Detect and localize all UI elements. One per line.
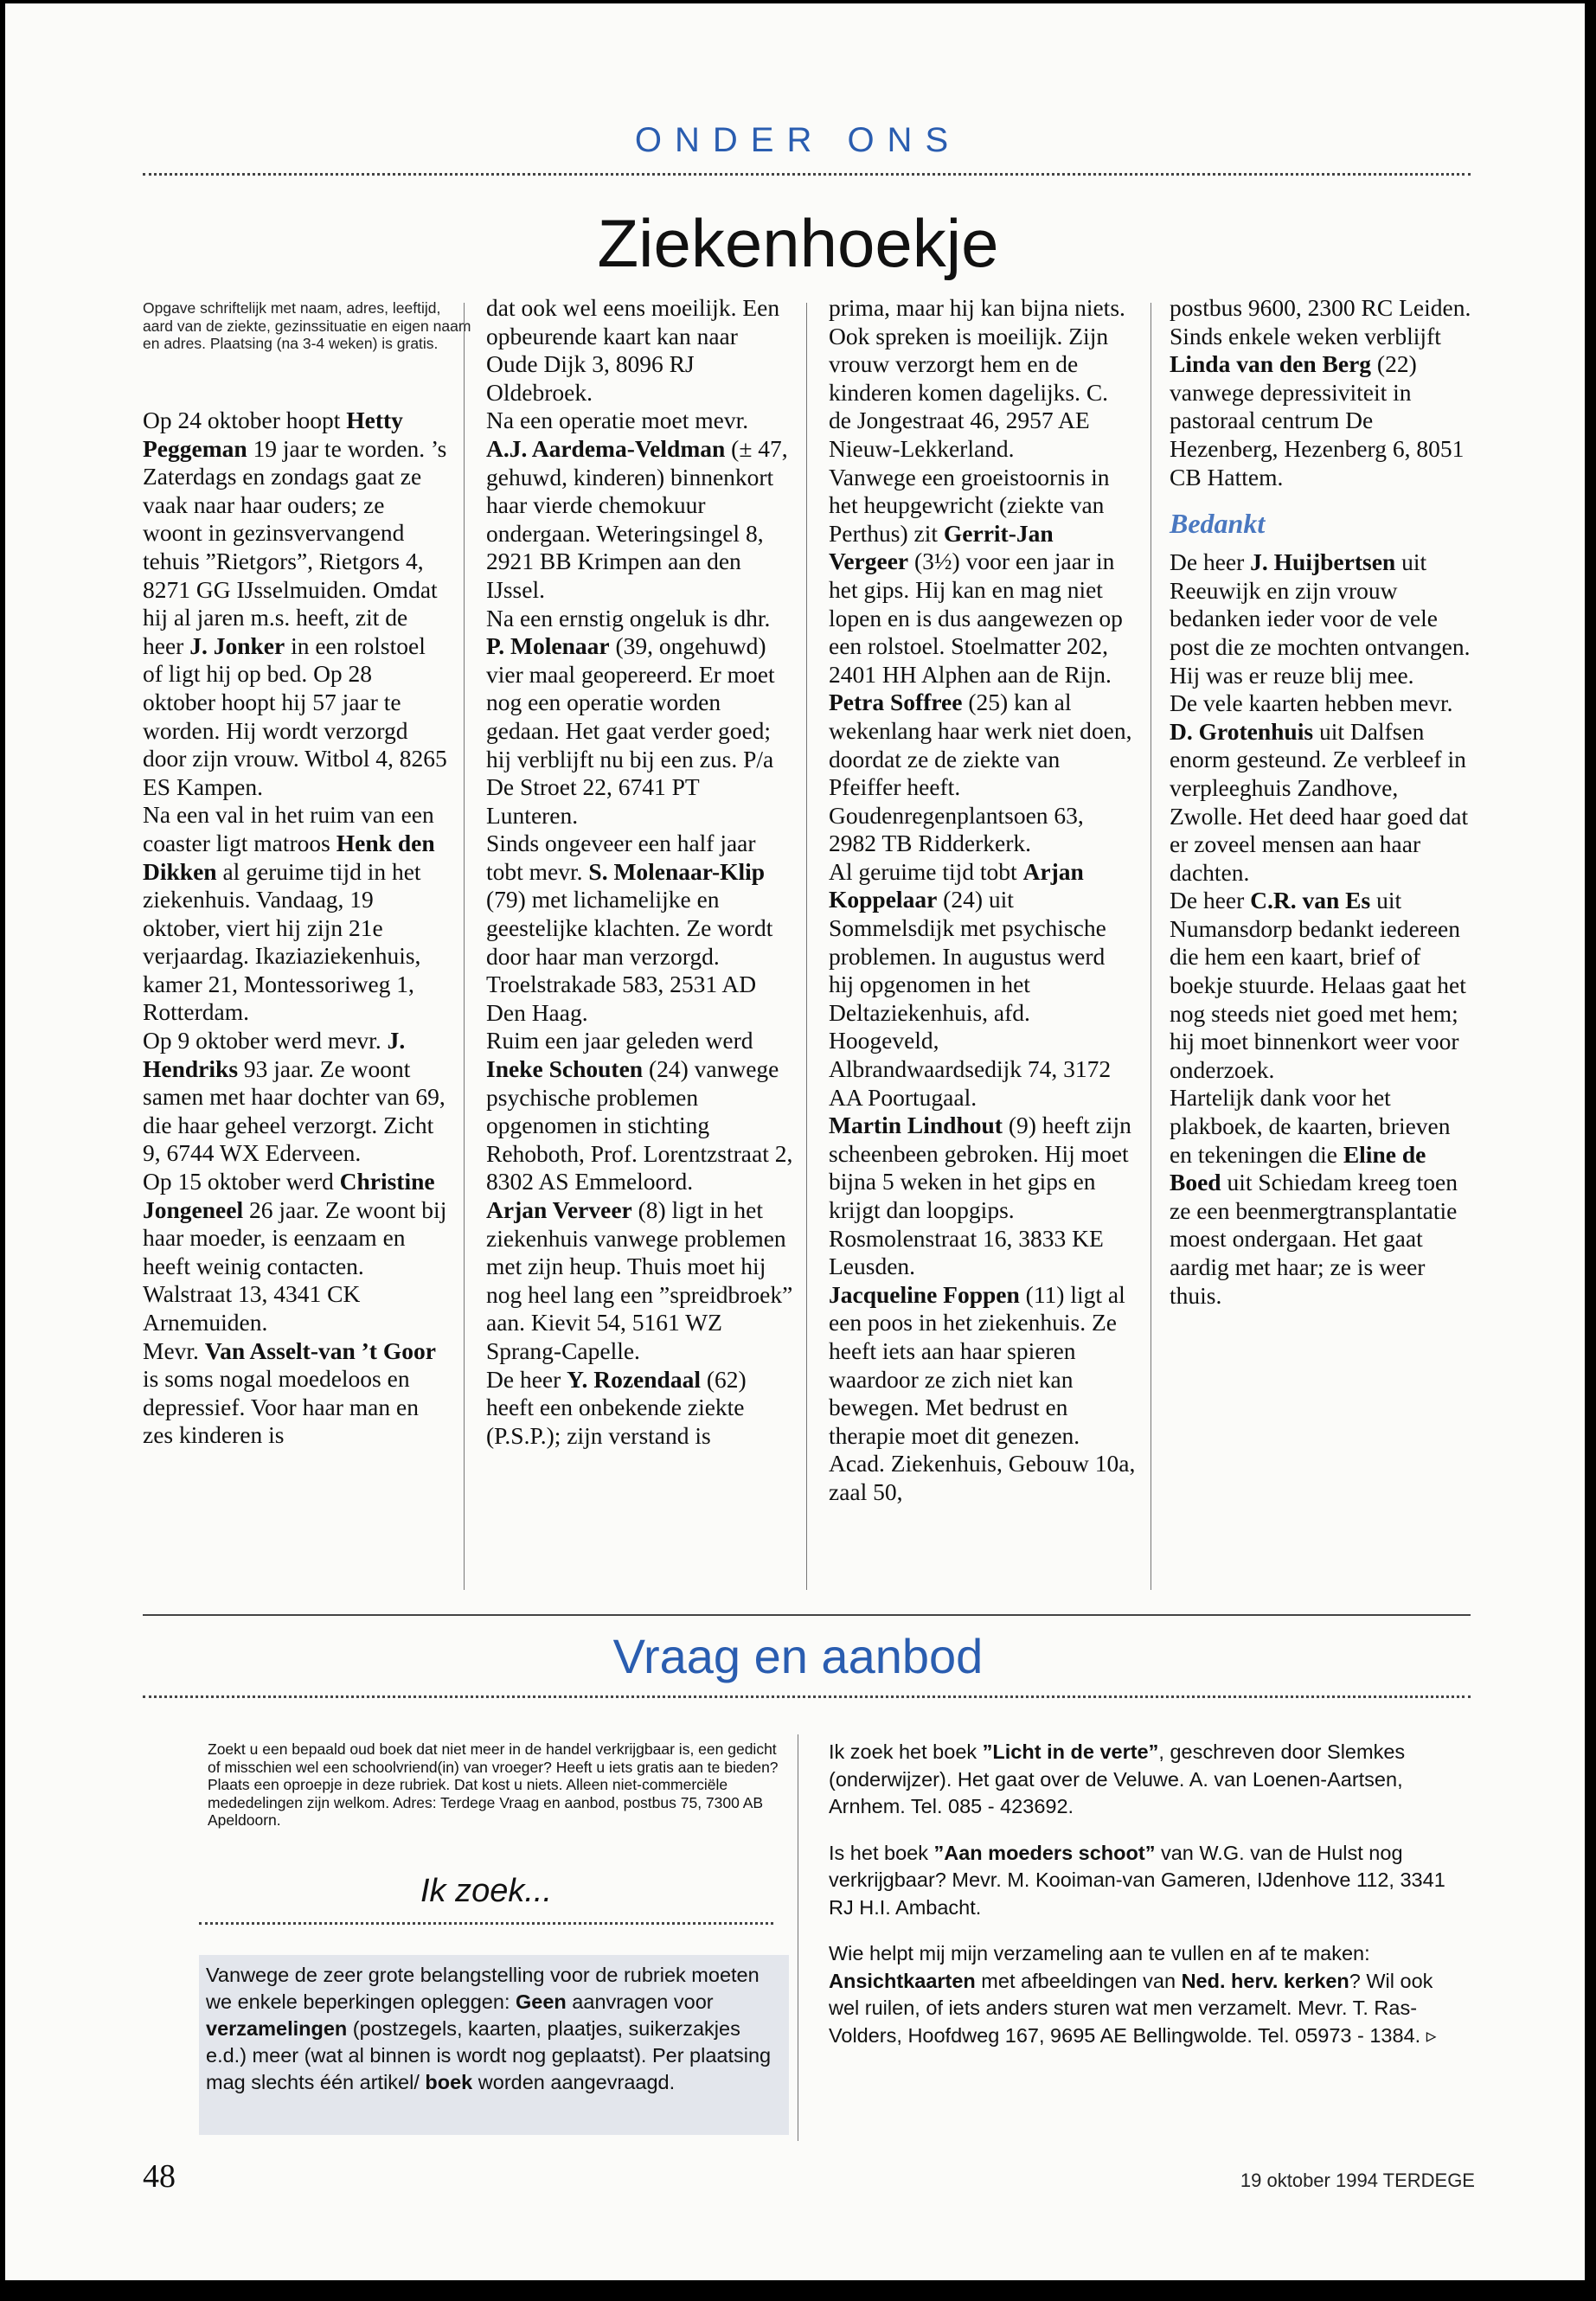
text-run: (62) heeft een onbekende ziekte (P.S.P.); zijn verstand is (486, 1365, 747, 1449)
paragraph (143, 1337, 450, 1450)
bold-name: Henk den Dikken (143, 829, 435, 885)
text-run: De vele kaarten hebben mevr. (1170, 689, 1453, 717)
text-run: , geschreven door Slemkes (onderwijzer). Het gaat over de Veluwe. A. van Loenen-Aartsen, Arnhem. Tel. 085 - 423692. (829, 1740, 1406, 1817)
column-1 (143, 407, 450, 1450)
bold-text: ”Aan moeders schoot” (933, 1841, 1156, 1864)
text-run: ? Wil ook wel ruilen, of iets anders sturen wat men verzamelt. Mevr. T. Ras-Volders, Hoofdweg 167, 9695 AE Bellingwolde. Tel. 05973 - 1384. ▹ (829, 1969, 1437, 2047)
column-divider (464, 303, 465, 1590)
ikzoek-heading: Ik zoek... (420, 1873, 553, 1909)
text-run: uit Numansdorp bedankt iedereen die hem een kaart, brief of boekje stuurde. Helaas gaat het nog steeds niet goed met hem; hij moet binnenkort weer voor onderzoek. (1170, 887, 1466, 1083)
paragraph (486, 830, 793, 1027)
paragraph (486, 1027, 793, 1196)
text-run: in een rolstoel of ligt hij op bed. Op 28 oktober hoopt hij 57 jaar te worden. Hij wordt verzorgd door zijn vrouw. Witbol 4, 8265 ES Kampen. (143, 631, 447, 800)
dotted-rule-top (143, 173, 1471, 176)
text-run: Vanwege een groeistoornis in het heupgewricht (ziekte van Perthus) zit (829, 463, 1110, 547)
solid-rule (143, 1614, 1471, 1616)
bold-name: D. Grotenhuis (1170, 717, 1314, 745)
text-run: 19 jaar te worden. ’s Zaterdags en zondags gaat ze vaak naar haar ouders; ze woont in gezinsvervangend tehuis ”Rietgors”, Rietgors 4, 8271 GG IJsselmuiden. Omdat hij al jaren m.s. heeft, zit de heer (143, 434, 447, 659)
paragraph (486, 294, 793, 407)
ads-column (829, 1739, 1469, 2049)
text-run: is soms nogal moedeloos en depressief. Voor haar man en zes kinderen is (143, 1365, 419, 1449)
bold-name: S. Molenaar-Klip (588, 857, 766, 885)
text-run: Sinds enkele weken verblijft (1170, 322, 1441, 349)
paragraph (829, 858, 1136, 1112)
text-run: De heer (1170, 548, 1251, 576)
text-run: (8) ligt in het ziekenhuis vanwege problemen met zijn heup. Thuis moet hij nog heel lang een ”spreidbroek” aan. Kievit 54, 5161 WZ Sprang-Capelle. (486, 1196, 793, 1364)
bedankt-header: Bedankt (1170, 508, 1266, 540)
text-run: postbus 9600, 2300 RC Leiden. (1170, 294, 1471, 321)
text-run: Vanwege de zeer grote belangstelling voor de rubriek moeten we enkele beperkingen opleggen: (206, 1964, 760, 2013)
notice-text (206, 1962, 777, 2096)
paragraph (829, 1112, 1136, 1281)
bold-name: J. Hendriks (143, 1027, 406, 1082)
page-title: Ziekenhoekje (597, 205, 999, 281)
ad-item (829, 1840, 1469, 1922)
bold-name: Van Asselt-van ’t Goor (204, 1336, 436, 1364)
bold-text: Geen (516, 1990, 567, 2013)
paragraph (1170, 689, 1472, 887)
column-3 (829, 294, 1136, 1507)
text-run: uit Reeuwijk en zijn vrouw bedanken ieder voor de vele post die ze mochten ontvangen. Hij was er reuze blij mee. (1170, 548, 1471, 689)
issue-footer: 19 oktober 1994 TERDEGE (1240, 2170, 1475, 2191)
bold-text: boek (425, 2071, 473, 2093)
bold-name: Christine Jongeneel (143, 1168, 435, 1223)
ad-item (829, 1940, 1469, 2049)
text-run: al geruime tijd in het ziekenhuis. Vandaag, 19 oktober, viert hij zijn 21e verjaardag. Ikaziaziekenhuis, kamer 21, Montessoriweg 1, Rotterdam. (143, 857, 421, 1026)
text-run: Al geruime tijd tobt (829, 857, 1023, 885)
paragraph (1170, 323, 1472, 492)
paragraph (143, 801, 450, 1027)
text-run: 26 jaar. Ze woont bij haar moeder, is eenzaam en heeft weinig contacten. Walstraat 13, 4341 CK Arnemuiden. (143, 1195, 447, 1336)
bold-name: Arjan Verveer (486, 1196, 632, 1223)
bold-name: Petra Soffree (829, 689, 963, 716)
paragraph (486, 605, 793, 830)
paragraph (486, 1366, 793, 1451)
bold-name: Jacqueline Foppen (829, 1280, 1020, 1308)
text-run: Na een operatie moet mevr. (486, 407, 749, 434)
text-run: prima, maar hij kan bijna niets. Ook spreken is moeilijk. Zijn vrouw verzorgt hem en de kinderen komen dagelijks. C. de Jongestraat 46, 2957 AE Nieuw-Lekkerland. (829, 294, 1125, 462)
text-run: uit Dalfsen enorm gesteund. Ze verbleef in verpleeghuis Zandhove, Zwolle. Het deed haar goed dat er zoveel mensen aan haar dachten. (1170, 717, 1469, 886)
text-run: dat ook wel eens moeilijk. Een opbeurende kaart kan naar Oude Dijk 3, 8096 RJ Oldebroek. (486, 294, 780, 406)
bold-name: J. Jonker (189, 631, 285, 659)
column-4-top (1170, 294, 1472, 491)
bold-name: Y. Rozendaal (567, 1365, 701, 1393)
text-run: (11) ligt al een poos in het ziekenhuis. Ze heeft iets aan haar spieren waardoor ze zich niet kan bewegen. Met bedrust en therapie moet dit genezen. Acad. Ziekenhuis, Gebouw 10a, zaal 50, (829, 1280, 1136, 1505)
text-run: Is het boek (829, 1841, 934, 1864)
text-run: aanvragen voor (566, 1990, 714, 2013)
text-run: (39, ongehuwd) vier maal geopereerd. Er moet nog een operatie worden gedaan. Het gaat verder goed; hij verblijft nu bij een zus. P/a De Stroet 22, 6741 PT Lunteren. (486, 632, 775, 829)
bold-text: Ansichtkaarten (829, 1969, 976, 1992)
dotted-rule-vraag (143, 1695, 1471, 1698)
text-run: Op 24 oktober hoopt (143, 407, 347, 433)
intro-note: Opgave schriftelijk met naam, adres, leeftijd, aard van de ziekte, gezinssituatie en eigen naam en adres. Plaatsing (na 3-4 weken) is gratis. (143, 299, 471, 353)
text-run: Ruim een jaar geleden werd (486, 1027, 753, 1054)
paragraph (1170, 887, 1472, 1084)
text-run: (22) vanwege depressiviteit in pastoraal centrum De Hezenberg, Hezenberg 6, 8051 CB Hattem. (1170, 350, 1465, 490)
paragraph (486, 407, 793, 604)
bold-text: Ned. herv. kerken (1181, 1969, 1349, 1992)
paragraph (829, 464, 1136, 689)
page-number: 48 (143, 2158, 176, 2195)
paragraph (143, 1027, 450, 1168)
text-run: (9) heeft zijn scheenbeen gebroken. Hij moet bijna 5 weken in het gips en krijgt dan loopgips. Rosmolenstraat 16, 3833 KE Leusden. (829, 1112, 1131, 1280)
text-run: (25) kan al wekenlang haar werk niet doen, doordat ze de ziekte van Pfeiffer heeft. Goudenregenplantsoen 63, 2982 TB Ridderkerk. (829, 689, 1132, 857)
text-run: Na een ernstig ongeluk is dhr. (486, 604, 771, 631)
bold-name: Gerrit-Jan Vergeer (829, 519, 1054, 575)
column-4-bedankt (1170, 548, 1472, 1310)
text-run: (postzegels, kaarten, plaatjes, suikerzakjes e.d.) meer (wat al binnen is wordt nog geplaatst). Per plaatsing mag slechts één artikel/ (206, 2017, 772, 2093)
text-run: met afbeeldingen van (975, 1969, 1182, 1992)
column-2 (486, 294, 793, 1450)
bold-name: Martin Lindhout (829, 1112, 1003, 1139)
text-run: (79) met lichamelijke en geestelijke klachten. Ze wordt door haar man verzorgd. Troelstrakade 583, 2531 AD Den Haag. (486, 886, 773, 1026)
text-run: (24) uit Sommelsdijk met psychische problemen. In augustus werd hij opgenomen in het Deltaziekenhuis, afd. Hoogeveld, Albrandwaardsedijk 74, 3172 AA Poortugaal. (829, 886, 1112, 1111)
text-run: Sinds ongeveer een half jaar tobt mevr. (486, 830, 756, 885)
bold-name: C.R. van Es (1250, 887, 1371, 914)
text-run: worden aangevraagd. (472, 2071, 676, 2093)
paragraph (143, 1168, 450, 1337)
section-label: ONDER ONS (634, 121, 962, 159)
text-run: van W.G. van de Hulst nog verkrijgbaar? Mevr. M. Kooiman-van Gameren, IJdenhove 112, 3341 RJ H.I. Ambacht. (829, 1841, 1445, 1919)
paragraph (829, 689, 1136, 858)
text-run: (± 47, gehuwd, kinderen) binnenkort haar vierde chemokuur ondergaan. Weteringsingel 8, 2921 BB Krimpen aan den IJssel. (486, 434, 788, 603)
text-run: Wie helpt mij mijn verzameling aan te vullen en af te maken: (829, 1942, 1370, 1965)
text-run: (3½) voor een jaar in het gips. Hij kan en mag niet lopen en is dus aangewezen op een rolstoel. Stoelmatter 202, 2401 HH Alphen aan de Rijn. (829, 548, 1123, 688)
text-run: Hartelijk dank voor het plakboek, de kaarten, brieven en tekeningen die (1170, 1084, 1451, 1168)
paragraph (143, 407, 450, 801)
bold-name: Hetty Peggeman (143, 407, 403, 462)
bold-name: Eline de Boed (1170, 1140, 1426, 1196)
paragraph (486, 1196, 793, 1366)
bold-name: J. Huijbertsen (1250, 548, 1396, 576)
vraag-intro: Zoekt u een bepaald oud boek dat niet meer in de handel verkrijgbaar is, een gedicht of misschien wel een schoolvriend(in) van vroeger? Heeft u iets gratis aan te bieden? Plaats een oproepje in deze rubriek. Dat kost u niets. Alleen niet-commerciële mededelingen zijn welkom. Adres: Terdege Vraag en aanbod, postbus 75, 7300 AB Apeldoorn. (208, 1740, 779, 1829)
text-run: Op 9 oktober werd mevr. (143, 1027, 388, 1054)
paragraph (829, 1281, 1136, 1507)
text-run: 93 jaar. Ze woont samen met haar dochter van 69, die haar geheel verzorgt. Zicht 9, 6744 WX Ederveen. (143, 1054, 445, 1167)
bold-name: Arjan Koppelaar (829, 857, 1084, 913)
vraag-title: Vraag en aanbod (612, 1629, 984, 1683)
text-run: Ik zoek het boek (829, 1740, 983, 1763)
paragraph (1170, 1084, 1472, 1310)
ad-item (829, 1739, 1469, 1821)
text-run: De heer (486, 1365, 567, 1393)
paragraph (1170, 548, 1472, 689)
text-run: Mevr. (143, 1336, 205, 1364)
paragraph (1170, 294, 1472, 323)
text-run: uit Schiedam kreeg toen ze een beenmergtransplantatie moest ondergaan. Het gaat aardig met haar; ze is weer thuis. (1170, 1169, 1458, 1309)
bold-text: ”Licht in de verte” (982, 1740, 1159, 1763)
bold-name: P. Molenaar (486, 632, 610, 660)
text-run: De heer (1170, 887, 1251, 914)
dotted-rule-ikzoek (199, 1922, 773, 1925)
text-run: Na een val in het ruim van een coaster ligt matroos (143, 801, 434, 856)
bold-name: Ineke Schouten (486, 1055, 644, 1083)
paragraph (829, 294, 1136, 464)
text-run: (24) vanwege psychische problemen opgenomen in stichting Rehoboth, Prof. Lorentzstraat 2, 8302 AS Emmeloord. (486, 1055, 793, 1195)
column-divider (806, 303, 807, 1590)
bold-text: verzamelingen (206, 2017, 348, 2040)
text-run: Op 15 oktober werd (143, 1168, 340, 1195)
bold-name: A.J. Aardema-Veldman (486, 434, 726, 462)
bold-name: Linda van den Berg (1170, 350, 1372, 378)
column-4 (1170, 294, 1472, 1310)
